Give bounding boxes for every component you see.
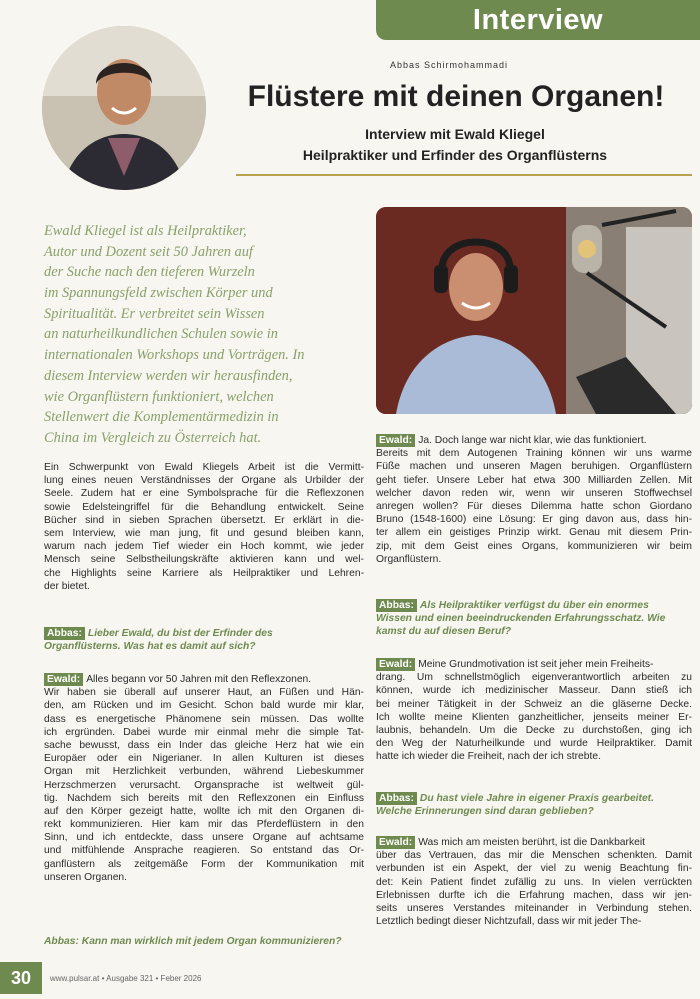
body-line: tig. Nachdem sich bereits mit den Reflexzonen ein Einfluss [44, 792, 364, 804]
body-line: det: Kein Patient findet zufällig zu uns. In vielen verrückten [376, 876, 692, 888]
body-line: Mensch seine Selbstheilungskräfte aktivieren kann und wel- [44, 554, 364, 566]
page-footer [0, 962, 700, 999]
body-line: den, am Rücken und im Gesicht. Schon bald wurde mir klar, [44, 700, 364, 712]
speaker-tag-ewald: Ewald: [376, 658, 415, 671]
body-line: Ich wollte meine Klienten ganzheitlicher, jenseits meiner Er- [376, 711, 692, 723]
answer-text: Was mich am meisten berührt, ist die Dankbarkeit [418, 837, 645, 848]
body-line: Erlebnissen durfte ich die Erfahrung machen, dass wir jen- [376, 889, 692, 901]
intro-line: China im Vergleich zu Österreich hat. [44, 429, 262, 446]
divider-rule [236, 174, 692, 176]
speaker-tag-ewald: Ewald: [44, 673, 83, 686]
portrait-photo [42, 26, 206, 190]
question-3 [376, 599, 692, 639]
footer-text: www.pulsar.at • Ausgabe 321 • Feber 2026 [50, 974, 202, 983]
question-2 [44, 935, 366, 948]
body-line: den Weg der Naturheilkunde und wurde Heilpraktiker. Damit [376, 738, 692, 750]
author-byline: Abbas Schirmohammadi [390, 60, 509, 70]
body-line: Herzschmerzen verursacht. Organsprache ist weltweit gül- [44, 779, 364, 791]
section-label: Interview [472, 3, 604, 36]
body-line: ich ergründen. Dabei wurde mir einmal mehr die simple Tat- [44, 726, 364, 738]
question-text: Als Heilpraktiker verfügst du über ein enormes [419, 600, 649, 611]
intro-line: an naturheilkundlichen Schulen sowie in [44, 326, 278, 343]
body-line: Wir haben sie überall auf unserer Haut, an Füßen und Hän- [44, 687, 364, 699]
body-line: lung eines neuen Verständnisses der Organe als Urbilder der [44, 475, 364, 487]
question-text: kamst du auf diesen Beruf? [376, 626, 512, 638]
intro-line: der Suche nach den tieferen Wurzeln [44, 264, 255, 281]
intro-line: diesem Interview werden wir herausfinden, [44, 367, 293, 384]
body-line: der bietet. [44, 580, 90, 592]
subheadline-line: Heilpraktiker und Erfinder des Organflüsterns [302, 147, 608, 163]
body-line: anregen wollen? Für dieses Dilemma hatte schon Giordano [376, 500, 692, 512]
body-line: Organflüstern. [376, 553, 442, 565]
answer-text: Meine Grundmotivation ist seit jeher mein Freiheits- [418, 659, 654, 670]
body-line: che Highlights seine Karriere als Heilpraktiker und Lehren- [44, 567, 364, 579]
question-text: Welche Erinnerungen sind daran geblieben? [376, 806, 594, 818]
body-line: Füße machen und unseren Magen beruhigen. Organflüstern [376, 461, 692, 473]
answer-text: Alles begann vor 50 Jahren mit den Reflexzonen. [86, 674, 312, 685]
body-line: über das Vertrauen, das mir die Menschen schenkten. Damit [376, 850, 692, 862]
intro-line: Autor und Dozent seit 50 Jahren auf [44, 243, 253, 260]
intro-line: wie Organflüstern funktioniert, welchen [44, 388, 274, 405]
body-line: auf den Körper gezeigt hatte, wollte ich mit den Organen di- [44, 805, 364, 817]
body-line: Organ mit Herzlichkeit verbunden, während Liebeskummer [44, 766, 364, 778]
body-line: verbunden ist ein Aspekt, der viel zu wenig Beachtung fin- [376, 863, 692, 875]
body-line: sowie Edelsteingriffel für die Behandlung entwickelt. Seine [44, 501, 364, 513]
answer-2 [376, 434, 692, 566]
answer-4 [376, 836, 692, 928]
body-line: zip, mit dem Geist eines Organs, kommunizieren wir beim [376, 540, 692, 552]
studio-photo [376, 207, 692, 414]
speaker-tag-abbas: Abbas: [376, 792, 417, 805]
headline: Flüstere mit deinen Organen! [247, 80, 665, 113]
subheadline [270, 124, 640, 166]
body-line: Sinn, und ich entdeckte, dass unsere Organe auf achtsame [44, 832, 364, 844]
body-line: geht tiefer. Unsere Leber hat etwa 300 Milliarden Zellen. Mit [376, 474, 692, 486]
body-line: drang. Um schnellstmöglich eigenverantwortlich arbeiten zu [376, 672, 692, 684]
intro-line: im Spannungsfeld zwischen Körper und [44, 285, 273, 302]
intro-line: internationalen Workshops und Vorträgen. In [44, 347, 305, 364]
body-line: Europäer oder ein Nigerianer. In allen Kulturen ist dieses [44, 753, 364, 765]
body-line: Ein Schwerpunkt von Ewald Kliegels Arbeit ist die Vermitt- [44, 462, 364, 473]
body-line: sem Interview, wie man jung, fit und gesund bleiben kann, [44, 527, 364, 539]
speaker-tag-abbas: Abbas: [44, 627, 85, 640]
intro-paragraph [44, 221, 364, 449]
answer-text: Ja. Doch lange war nicht klar, wie das funktioniert. [418, 435, 647, 446]
question-text: Lieber Ewald, du bist der Erfinder des [87, 628, 273, 639]
question-text: Organflüsterns. Was hat es damit auf sich? [44, 641, 256, 653]
body-line: dass es energetische Phänomene sein müssen. Das wollte [44, 713, 364, 725]
body-line: Letztlich bedingt dieser Nichtzufall, dass wir mit jeder The- [376, 916, 642, 928]
question-text: Abbas: Kann man wirklich mit jedem Organ kommunizieren? [44, 936, 342, 947]
body-line: ter allem ein geistiges Prinzip wirkt. Genau mit diesem Prin- [376, 527, 692, 539]
body-line: laubnis, behandeln. Um die Decke zu durchstoßen, ging ich [376, 724, 692, 736]
body-line: Bücher sind in sieben Sprachen übersetzt. Er erklärt in die- [44, 514, 364, 526]
question-text: Wissen und einen beeindruckenden Erfahrungsschatz. Wie [376, 613, 666, 625]
speaker-tag-abbas: Abbas: [376, 599, 417, 612]
subheadline-line: Interview mit Ewald Kliegel [365, 126, 545, 142]
body-line: unseren Organen. [44, 871, 128, 883]
portrait-illustration [42, 26, 206, 190]
page-number: 30 [0, 962, 42, 994]
body-line: können, wurde ich medizinischer Masseur. Dann stieß ich [376, 685, 692, 697]
body-line: warum nach jedem Tief wieder ein Hoch kommt, wie jeder [44, 541, 364, 553]
body-line: rekt kommunizieren. Hier kam mir das Pferdeflüstern in den [44, 819, 364, 831]
speaker-tag-ewald: Ewald: [376, 836, 415, 849]
question-4 [376, 792, 692, 818]
section-banner [376, 0, 700, 40]
body-line: seits unseres Verstandes miteinander in Verbindung stehen. [376, 902, 692, 914]
body-line: welcher davon reden wir, wenn wir unseren Stoffwechsel [376, 487, 692, 499]
question-1 [44, 627, 364, 653]
intro-line: Stellenwert die Komplementärmedizin in [44, 409, 279, 426]
body-line: sache bewusst, dass ein Inder das gleiche Herz hat wie ein [44, 739, 364, 751]
body-line: ganflüstern als zeitgemäße Form der Kommunikation mit [44, 858, 364, 870]
question-text: Du hast viele Jahre in eigener Praxis gearbeitet. [419, 793, 654, 804]
intro-line: Spiritualität. Er verbreitet sein Wissen [44, 305, 265, 322]
intro-line: Ewald Kliegel ist als Heilpraktiker, [44, 223, 247, 239]
answer-3 [376, 658, 692, 764]
body-line: und mitfühlende Ansprache reagieren. So entstand das Or- [44, 845, 364, 857]
body-line: hatte ich wieder die Freiheit, nach der ich strebte. [376, 751, 601, 763]
answer-1 [44, 673, 364, 884]
body-line: Seele. Zudem hat er eine Symbolsprache für die Reflexzonen [44, 488, 364, 500]
body-line: Bereits mit dem Autogenen Training können wir uns warme [376, 448, 692, 460]
left-lead [44, 461, 364, 593]
body-line: bei meiner Tätigkeit in der Schweiz an die gläserne Decke. [376, 698, 692, 710]
speaker-tag-ewald: Ewald: [376, 434, 415, 447]
studio-illustration [376, 207, 692, 414]
body-line: Bruno (1548-1600) eine Lösung: Er ging davon aus, dass hin- [376, 514, 692, 526]
